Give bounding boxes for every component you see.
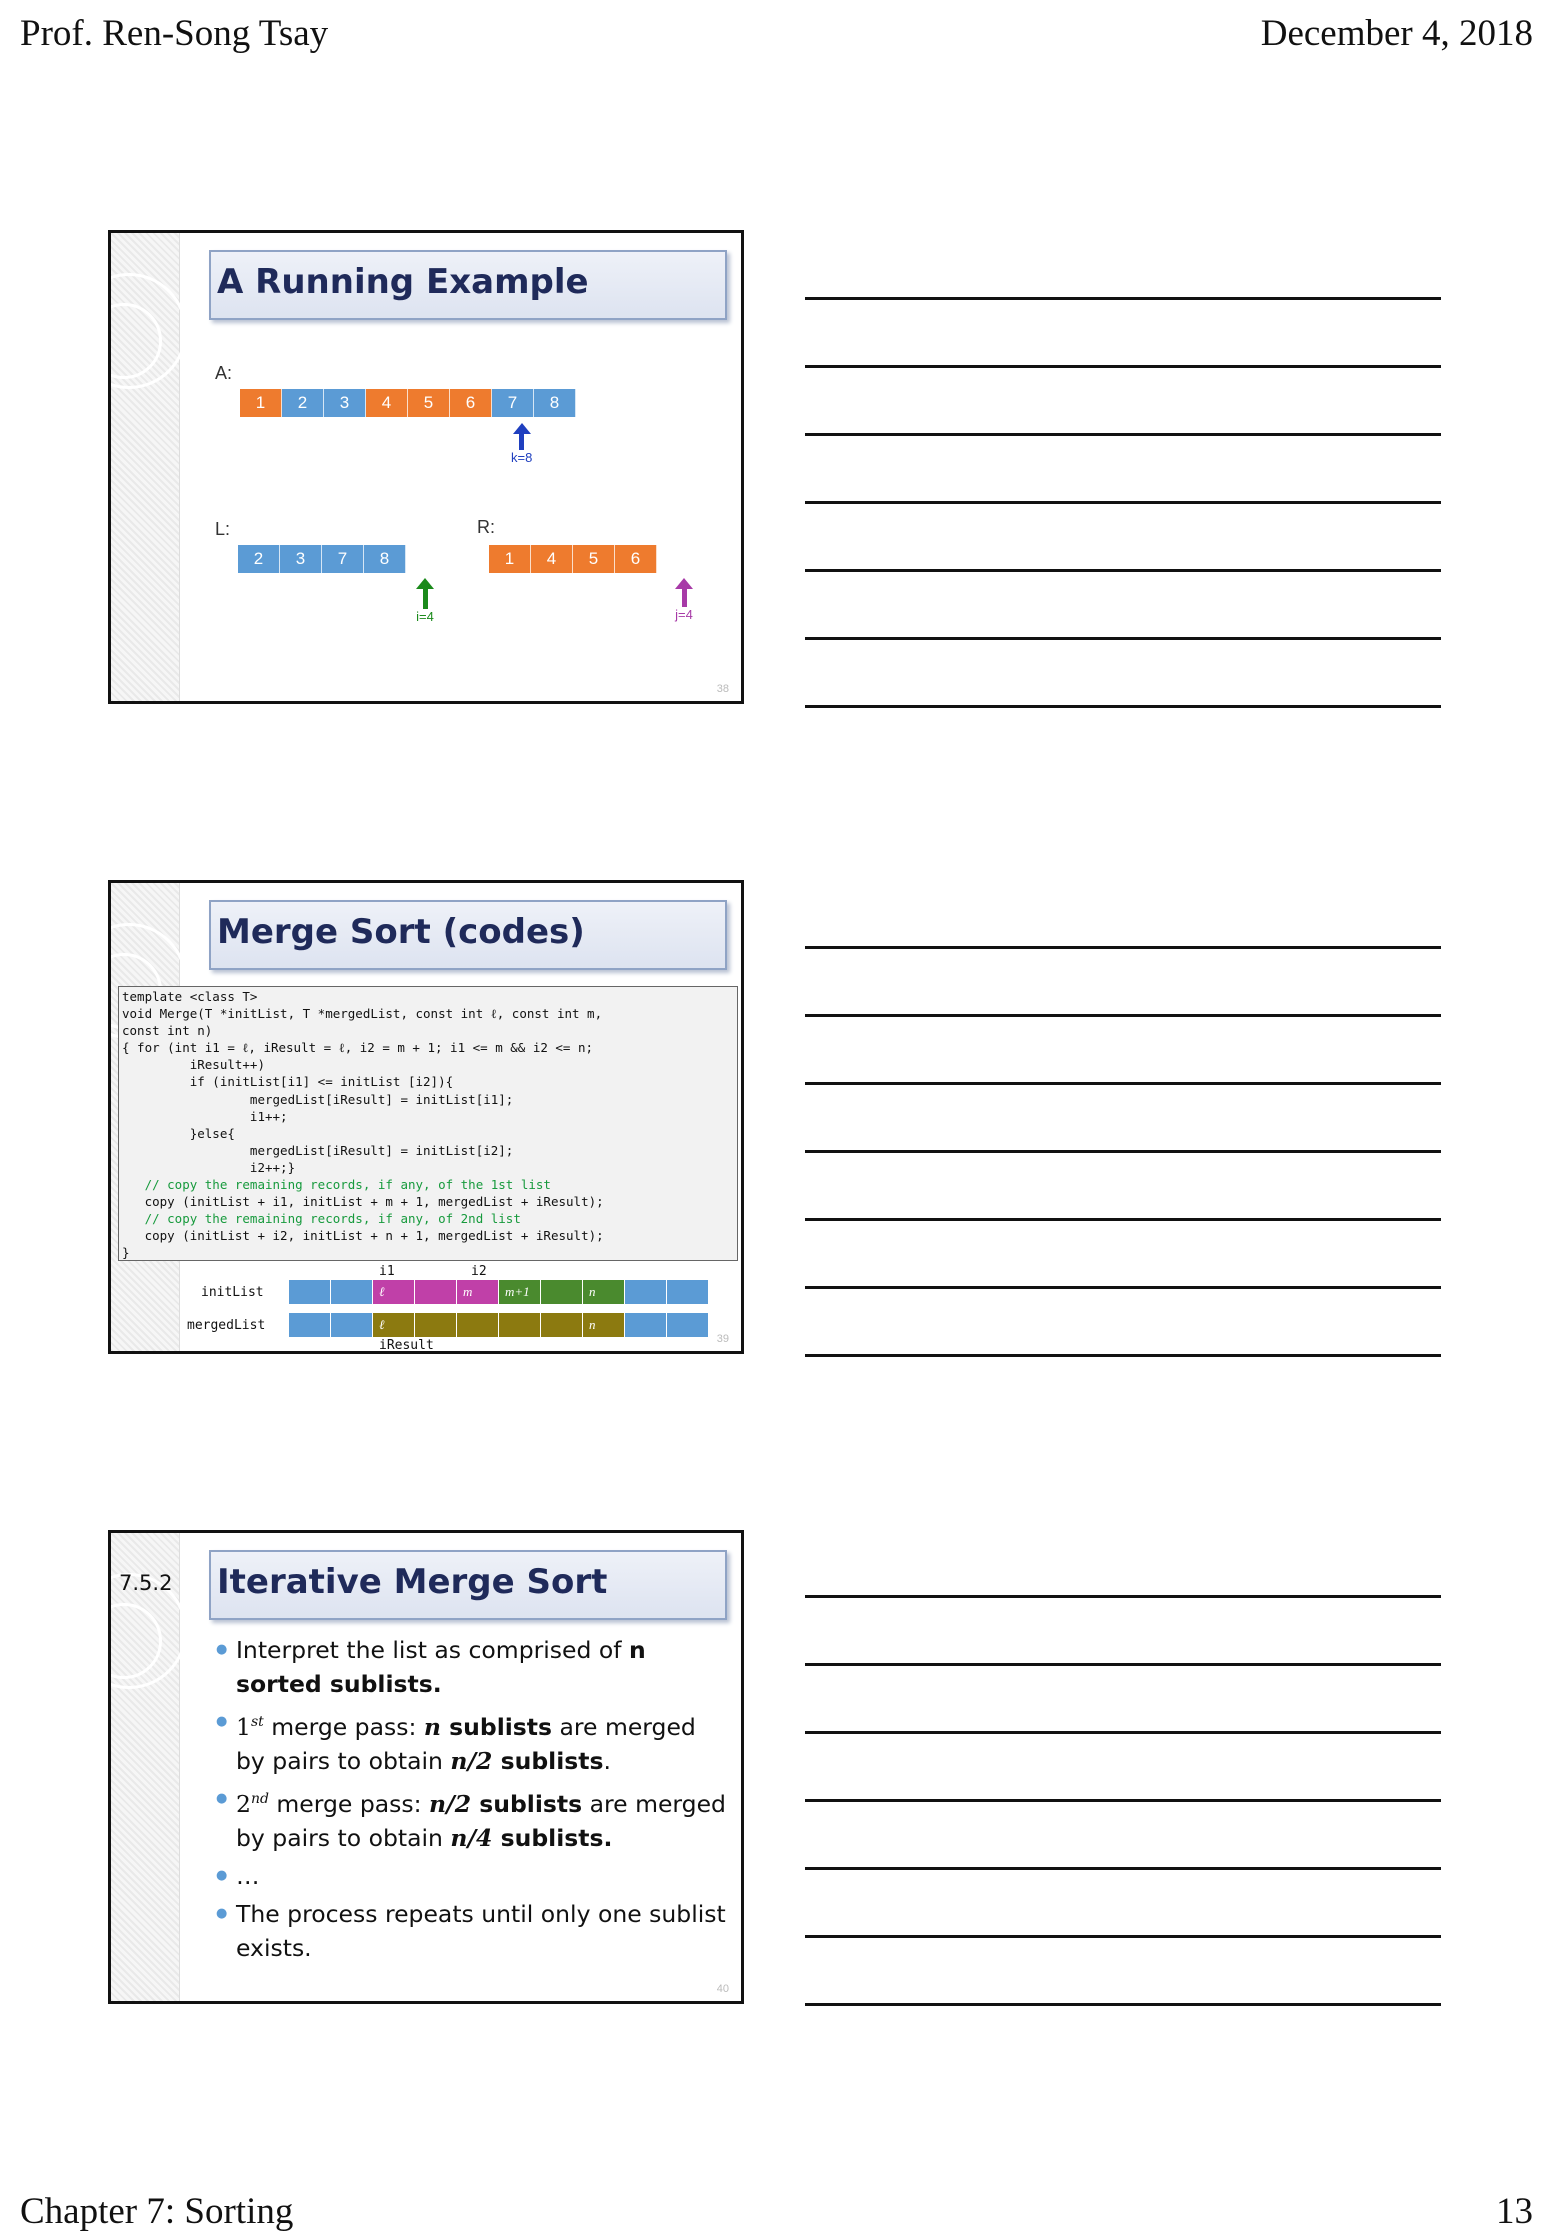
index-iresult-label: iResult bbox=[379, 1338, 434, 1353]
k-pointer-arrow bbox=[511, 423, 532, 465]
array-a bbox=[240, 389, 576, 417]
array-l-cell: 8 bbox=[364, 545, 406, 573]
bullet-list bbox=[216, 1633, 726, 1969]
code-line: void Merge(T *initList, T *mergedList, const int ℓ, const int m, bbox=[122, 1006, 603, 1022]
j-pointer-arrow bbox=[675, 578, 693, 622]
array-a-cell: 8 bbox=[534, 389, 576, 417]
note-line bbox=[805, 705, 1441, 708]
note-line bbox=[805, 1354, 1441, 1357]
array-r bbox=[489, 545, 657, 573]
slide-title: A Running Example bbox=[217, 262, 589, 302]
i-pointer-label: i=4 bbox=[416, 609, 434, 624]
note-line bbox=[805, 433, 1441, 436]
code-line: i2++;} bbox=[122, 1159, 296, 1175]
bullet-item: ● … bbox=[216, 1859, 726, 1893]
slide-running-example bbox=[108, 230, 744, 704]
note-line bbox=[805, 1663, 1441, 1666]
slide-title-box bbox=[209, 900, 727, 970]
page-number: 13 bbox=[1496, 2191, 1533, 2232]
array-a-cell: 7 bbox=[492, 389, 534, 417]
note-line bbox=[805, 1082, 1441, 1085]
index-i1-label: i1 bbox=[379, 1264, 395, 1279]
note-line bbox=[805, 569, 1441, 572]
array-r-cell: 1 bbox=[489, 545, 531, 573]
slide-number: 39 bbox=[716, 1333, 729, 1345]
slide-sidebar bbox=[111, 233, 180, 701]
i-pointer-arrow bbox=[416, 578, 434, 624]
note-line bbox=[805, 1150, 1441, 1153]
array-a-cell: 1 bbox=[240, 389, 282, 417]
note-line bbox=[805, 365, 1441, 368]
bullet-item: ● 2nd merge pass: n/2 sublists are merged by pairs to obtain n/4 sublists. bbox=[216, 1782, 726, 1855]
array-r-cell: 6 bbox=[615, 545, 657, 573]
k-pointer-label: k=8 bbox=[511, 450, 533, 465]
initlist-mark-m1: m+1 bbox=[499, 1280, 541, 1304]
note-line bbox=[805, 1286, 1441, 1289]
slide-title-box bbox=[209, 1550, 727, 1620]
code-line: mergedList[iResult] = initList[i2]; bbox=[122, 1142, 514, 1158]
bullet-item: ● 1st merge pass: n sublists are merged by pairs to obtain n/2 sublists. bbox=[216, 1705, 726, 1778]
note-line bbox=[805, 1731, 1441, 1734]
note-line bbox=[805, 297, 1441, 300]
code-line: mergedList[iResult] = initList[i1]; bbox=[122, 1091, 514, 1107]
initlist-row bbox=[289, 1280, 709, 1304]
array-l-cell: 7 bbox=[322, 545, 364, 573]
code-line: } bbox=[122, 1245, 130, 1261]
bullet-item: ● Interpret the list as comprised of n sorted sublists. bbox=[216, 1633, 726, 1701]
code-line: { for (int i1 = ℓ, iResult = ℓ, i2 = m + 1; i1 <= m && i2 <= n; bbox=[122, 1040, 594, 1056]
mergedlist-mark-n: n bbox=[583, 1313, 625, 1337]
note-line bbox=[805, 2003, 1441, 2006]
mergedlist-row bbox=[289, 1313, 709, 1337]
array-a-cell: 4 bbox=[366, 389, 408, 417]
code-line: template <class T> bbox=[122, 989, 258, 1004]
array-r-label: R: bbox=[477, 517, 495, 537]
initlist-mark-m: m bbox=[457, 1280, 499, 1304]
array-r-cell: 4 bbox=[531, 545, 573, 573]
bullet-item: ● The process repeats until only one sublist exists. bbox=[216, 1897, 726, 1965]
array-a-cell: 2 bbox=[282, 389, 324, 417]
note-line bbox=[805, 1014, 1441, 1017]
j-pointer-label: j=4 bbox=[675, 607, 693, 622]
section-number: 7.5.2 bbox=[119, 1571, 173, 1595]
code-comment: // copy the remaining records, if any, of 2nd list bbox=[122, 1211, 521, 1227]
note-line bbox=[805, 501, 1441, 504]
slide-title-box bbox=[209, 250, 727, 320]
slide-title: Iterative Merge Sort bbox=[217, 1562, 608, 1602]
array-l-cell: 2 bbox=[238, 545, 280, 573]
initlist-mark-l: ℓ bbox=[373, 1280, 415, 1304]
code-line: iResult++) bbox=[122, 1057, 265, 1073]
array-a-cell: 3 bbox=[324, 389, 366, 417]
slide-merge-sort-codes bbox=[108, 880, 744, 1354]
array-a-cell: 6 bbox=[450, 389, 492, 417]
code-line: }else{ bbox=[122, 1125, 235, 1141]
array-l-label: L: bbox=[215, 519, 231, 539]
mergedlist-label: mergedList bbox=[187, 1318, 266, 1333]
note-line bbox=[805, 1595, 1441, 1598]
code-line: copy (initList + i2, initList + n + 1, mergedList + iResult); bbox=[122, 1228, 604, 1244]
code-line: i1++; bbox=[122, 1108, 288, 1124]
slide-sidebar bbox=[111, 1533, 180, 2001]
page-author: Prof. Ren-Song Tsay bbox=[20, 13, 329, 54]
code-line: copy (initList + i1, initList + m + 1, mergedList + iResult); bbox=[122, 1194, 604, 1210]
slide-number: 40 bbox=[716, 1983, 729, 1995]
mergedlist-mark-l: ℓ bbox=[373, 1313, 415, 1337]
code-line: const int n) bbox=[122, 1023, 213, 1039]
code-comment: // copy the remaining records, if any, of the 1st list bbox=[122, 1177, 551, 1193]
page-date: December 4, 2018 bbox=[1260, 13, 1533, 54]
array-a-label: A: bbox=[215, 363, 233, 383]
initlist-mark-n: n bbox=[583, 1280, 625, 1304]
array-r-cell: 5 bbox=[573, 545, 615, 573]
initlist-label: initList bbox=[201, 1285, 264, 1300]
slide-iterative-merge-sort bbox=[108, 1530, 744, 2004]
note-line bbox=[805, 1799, 1441, 1802]
note-line bbox=[805, 1935, 1441, 1938]
merge-code-block bbox=[118, 986, 738, 1261]
note-line bbox=[805, 1218, 1441, 1221]
slide-number: 38 bbox=[716, 683, 729, 695]
chapter-title: Chapter 7: Sorting bbox=[20, 2191, 294, 2232]
code-line: if (initList[i1] <= initList [i2]){ bbox=[122, 1074, 454, 1090]
array-l bbox=[238, 545, 406, 573]
slide-title: Merge Sort (codes) bbox=[217, 912, 585, 952]
note-line bbox=[805, 1867, 1441, 1870]
note-line bbox=[805, 637, 1441, 640]
note-line bbox=[805, 946, 1441, 949]
array-a-cell: 5 bbox=[408, 389, 450, 417]
index-i2-label: i2 bbox=[471, 1264, 487, 1279]
array-l-cell: 3 bbox=[280, 545, 322, 573]
